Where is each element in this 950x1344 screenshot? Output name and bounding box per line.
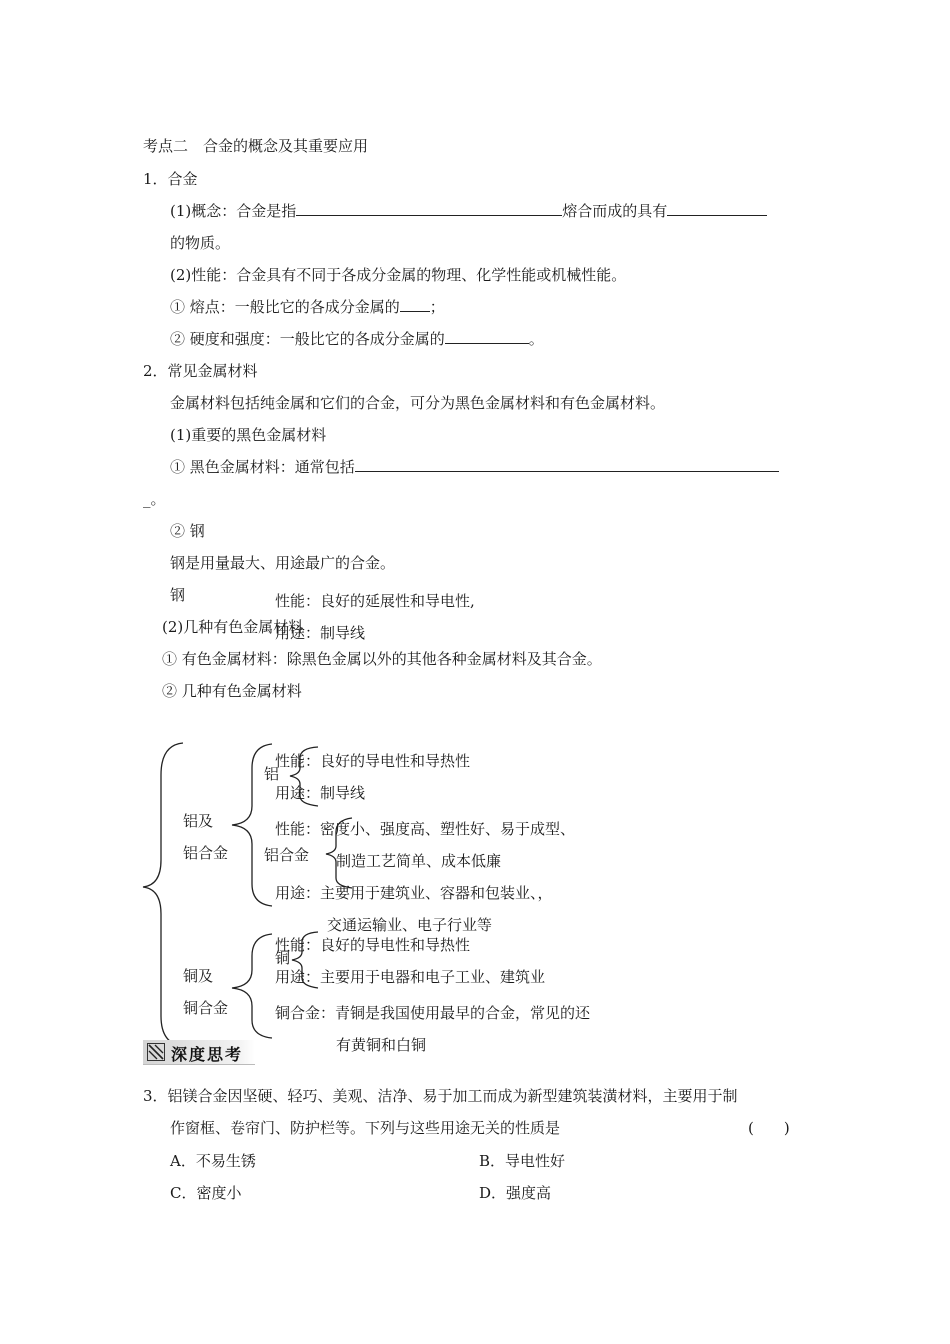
al-usage: 用途：制导线 bbox=[275, 784, 366, 802]
cu-group-brace bbox=[232, 934, 272, 1038]
concept-end: 的物质。 bbox=[170, 234, 231, 252]
nonferrous-heading: (2)几种有色金属材料 bbox=[162, 618, 304, 636]
al-alloy-usage2: 交通运输业、电子行业等 bbox=[327, 916, 493, 934]
steel-label: 钢 bbox=[170, 586, 186, 604]
nonferrous-def: ① 有色金属材料：除黑色金属以外的其他各种金属材料及其合金。 bbox=[162, 650, 602, 668]
question-stem-line2: 作窗框、卷帘门、防护栏等。下列与这些用途无关的性质是 bbox=[170, 1119, 561, 1137]
melting-end: ； bbox=[429, 298, 445, 316]
cu-label: 铜 bbox=[275, 949, 291, 967]
steel-heading: ② 钢 bbox=[170, 522, 205, 540]
al-group-line1: 铝及 bbox=[183, 812, 214, 830]
alloy-heading: 1．合金 bbox=[143, 170, 198, 188]
cu-group-line2: 铜合金 bbox=[183, 999, 229, 1017]
al-alloy-property2: 制造工艺简单、成本低廉 bbox=[336, 852, 502, 870]
al-group-line2: 铝合金 bbox=[183, 844, 229, 862]
nonferrous-list: ② 几种有色金属材料 bbox=[162, 682, 302, 700]
option-c[interactable]: C．密度小 bbox=[170, 1184, 242, 1202]
metals-intro: 金属材料包括纯金属和它们的合金，可分为黑色金属材料和有色金属材料。 bbox=[170, 394, 666, 412]
cu-group-line1: 铜及 bbox=[183, 967, 214, 985]
answer-slot[interactable]: ( ) bbox=[748, 1119, 790, 1137]
ferrous-def-end: _。 bbox=[143, 490, 166, 508]
cu-usage: 用途：主要用于电器和电子工业、建筑业 bbox=[275, 968, 546, 986]
al-alloy-usage: 用途：主要用于建筑业、容器和包装业、， bbox=[275, 884, 553, 902]
metals-heading: 2．常见金属材料 bbox=[143, 362, 258, 380]
al-property: 性能：良好的导电性和导热性 bbox=[275, 752, 471, 770]
option-b[interactable]: B．导电性好 bbox=[479, 1152, 566, 1170]
ferrous-def-prefix: ① 黑色金属材料：通常包括 bbox=[170, 458, 355, 476]
ferrous-heading: (1)重要的黑色金属材料 bbox=[170, 426, 327, 444]
section-title: 考点二 合金的概念及其重要应用 bbox=[143, 137, 369, 155]
al-alloy-property: 性能：密度小、强度高、塑性好、易于成型、 bbox=[275, 820, 576, 838]
deep-think-label: 深度思考 bbox=[171, 1045, 244, 1064]
concept-mid: 熔合而成的具有 bbox=[562, 202, 668, 220]
melting-prefix: ① 熔点：一般比它的各成分金属的 bbox=[170, 298, 400, 316]
al-alloy-label: 铝合金 bbox=[264, 846, 310, 864]
outer-brace bbox=[143, 743, 183, 1046]
diagonal-lines-icon bbox=[147, 1043, 165, 1061]
deep-think-badge bbox=[143, 1040, 255, 1065]
question-stem-line1: 3．铝镁合金因坚硬、轻巧、美观、洁净、易于加工而成为新型建筑装潢材料，主要用于制 bbox=[143, 1087, 738, 1105]
concept-prefix: (1)概念：合金是指 bbox=[170, 202, 297, 220]
cu-alloy: 铜合金：青铜是我国使用最早的合金，常见的还 bbox=[275, 1004, 591, 1022]
cu-alloy2: 有黄铜和白铜 bbox=[336, 1036, 427, 1054]
al-label: 铝 bbox=[264, 765, 280, 783]
hardness-end: 。 bbox=[528, 330, 544, 348]
steel-desc: 钢是用量最大、用途最广的合金。 bbox=[170, 554, 396, 572]
steel-property: 性能：良好的延展性和导电性, bbox=[275, 592, 475, 610]
option-d[interactable]: D．强度高 bbox=[479, 1184, 552, 1202]
property-line: (2)性能：合金具有不同于各成分金属的物理、化学性能或机械性能。 bbox=[170, 266, 627, 284]
cu-property: 性能：良好的导电性和导热性 bbox=[275, 936, 471, 954]
option-a[interactable]: A．不易生锈 bbox=[170, 1152, 256, 1170]
steel-usage: 用途：制导线 bbox=[275, 624, 366, 642]
hardness-prefix: ② 硬度和强度：一般比它的各成分金属的 bbox=[170, 330, 445, 348]
